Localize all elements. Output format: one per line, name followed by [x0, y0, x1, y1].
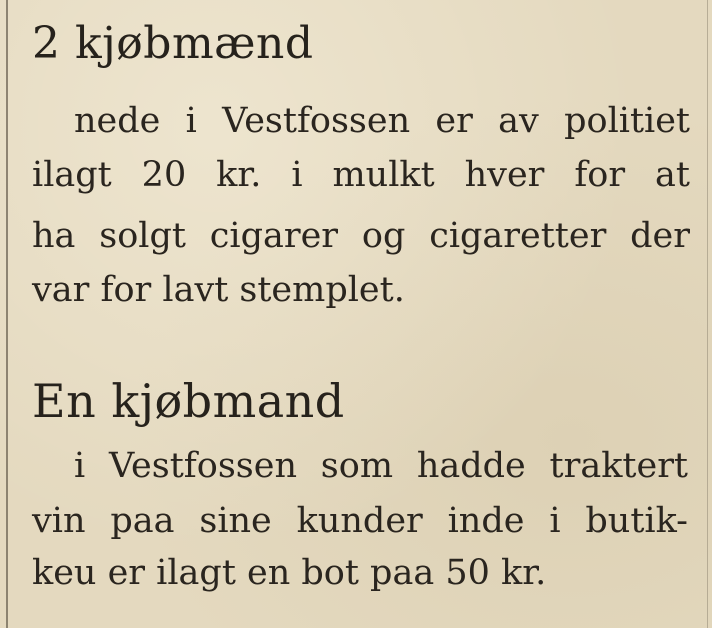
article-2-line-2: vin paa sine kunder inde i butik-: [32, 501, 688, 541]
article-1-line-4: var for lavt stemplet.: [32, 270, 405, 310]
article-1-line-1: nede i Vestfossen er av politiet: [74, 101, 690, 141]
column-rule-left: [6, 0, 8, 628]
article-2-line-1: i Vestfossen som hadde traktert: [74, 446, 688, 486]
article-2-line-3: keu er ilagt en bot paa 50 kr.: [32, 553, 547, 593]
article-1-headline: 2 kjøbmænd: [32, 18, 314, 69]
article-1-line-2: ilagt 20 kr. i mulkt hver for at: [32, 155, 690, 195]
article-1-line-3: ha solgt cigarer og cigaretter der: [32, 216, 690, 256]
article-2-headline: En kjøbmand: [32, 374, 345, 428]
column-rule-right: [707, 0, 708, 628]
